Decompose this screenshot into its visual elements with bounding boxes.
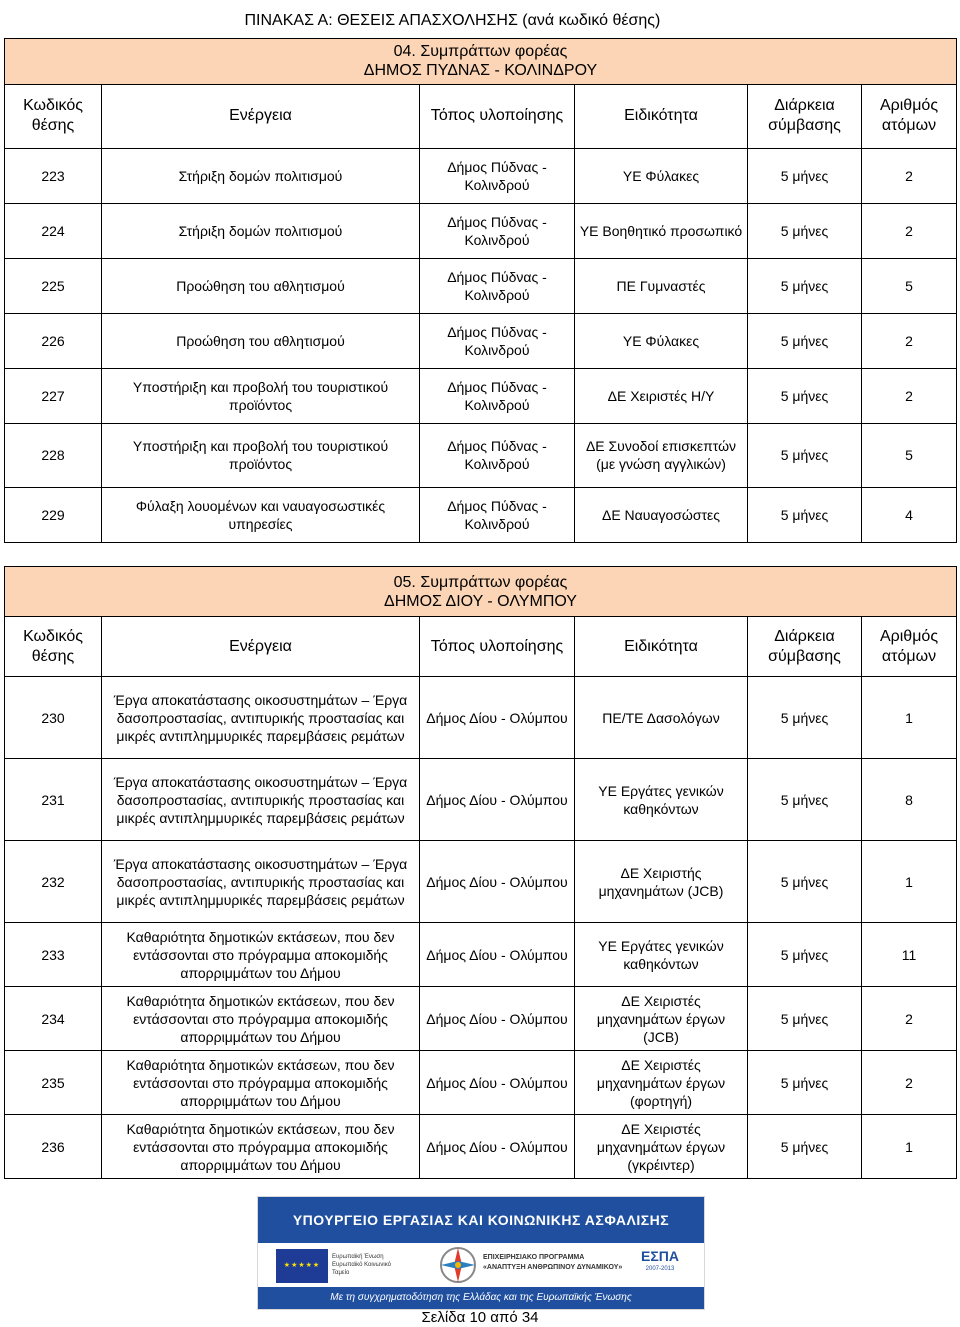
eu-flag-icon: ★★★★★ [276,1249,328,1283]
cell-activity: Προώθηση του αθλητισμού [102,258,420,313]
cell-location: Δήμος Δίου - Ολύμπου [420,1051,575,1115]
cofinance-banner: Με τη συγχρηματοδότηση της Ελλάδας και της Ευρωπαϊκής Ένωσης [258,1287,704,1309]
cell-location: Δήμος Πύδνας - Κολινδρού [420,313,575,368]
cell-specialty: ΔΕ Ναυαγοσώστες [575,487,748,542]
col-header-location: Τόπος υλοποίησης [420,84,575,148]
cell-location: Δήμος Δίου - Ολύμπου [420,923,575,987]
cell-specialty: ΔΕ Χειριστές μηχανημάτων έργων (JCB) [575,987,748,1051]
col-header-activity: Ενέργεια [102,84,420,148]
logo-row [258,1243,704,1287]
col-header-persons: Αριθμός ατόμων [862,84,957,148]
cell-activity: Στήριξη δομών πολιτισμού [102,148,420,203]
positions-table-section-04 [4,4,957,543]
col-header-specialty: Ειδικότητα [575,84,748,148]
ministry-banner: ΥΠΟΥΡΓΕΙΟ ΕΡΓΑΣΙΑΣ ΚΑΙ ΚΟΙΝΩΝΙΚΗΣ ΑΣΦΑΛΙΣΗΣ [258,1197,704,1243]
funding-logo-banner [257,1196,705,1310]
cell-code: 235 [5,1051,102,1115]
cell-code: 231 [5,759,102,841]
table-row [5,258,957,313]
table-row [5,203,957,258]
cell-persons: 8 [862,759,957,841]
col-header-activity: Ενέργεια [102,617,420,677]
cell-location: Δήμος Δίου - Ολύμπου [420,677,575,759]
table-row [5,923,957,987]
cell-duration: 5 μήνες [748,148,862,203]
cell-duration: 5 μήνες [748,841,862,923]
section-header-line2: ΔΗΜΟΣ ΠΥΔΝΑΣ - ΚΟΛΙΝΔΡΟΥ [363,62,598,79]
cell-persons: 2 [862,368,957,423]
cell-persons: 4 [862,487,957,542]
cell-persons: 5 [862,423,957,487]
cell-code: 225 [5,258,102,313]
cell-activity: Καθαριότητα δημοτικών εκτάσεων, που δεν εντάσσονται στο πρόγραμμα αποκομιδής απορριμμάτων του Δήμου [102,1115,420,1179]
cell-activity: Καθαριότητα δημοτικών εκτάσεων, που δεν εντάσσονται στο πρόγραμμα αποκομιδής απορριμμάτων του Δήμου [102,923,420,987]
section-header-line1: 04. Συμπράττων φορέας [393,43,568,60]
table-row [5,1051,957,1115]
cell-activity: Έργα αποκατάστασης οικοσυστημάτων – Έργα δασοπροστασίας, αντιπυρικής προστασίας και μικρές αντιπλημμυρικές παρεμβάσεις ρεμάτων [102,677,420,759]
table-row [5,148,957,203]
cell-specialty: ΔΕ Συνοδοί επισκεπτών (με γνώση αγγλικών) [575,423,748,487]
section-header [5,567,957,617]
col-header-specialty: Ειδικότητα [575,617,748,677]
cell-code: 236 [5,1115,102,1179]
cell-duration: 5 μήνες [748,368,862,423]
cell-code: 234 [5,987,102,1051]
col-header-location: Τόπος υλοποίησης [420,617,575,677]
table-row [5,423,957,487]
cell-activity: Υποστήριξη και προβολή του τουριστικού προϊόντος [102,368,420,423]
espa-years: 2007-2013 [645,1266,675,1272]
cell-activity: Στήριξη δομών πολιτισμού [102,203,420,258]
cell-location: Δήμος Δίου - Ολύμπου [420,987,575,1051]
cell-persons: 2 [862,148,957,203]
cell-persons: 2 [862,313,957,368]
cell-specialty: ΔΕ Χειριστές μηχανημάτων έργων (φορτηγή) [575,1051,748,1115]
cell-code: 226 [5,313,102,368]
section-header [5,38,957,84]
cell-specialty: ΥΕ Φύλακες [575,148,748,203]
cell-code: 233 [5,923,102,987]
cell-duration: 5 μήνες [748,203,862,258]
cell-activity: Προώθηση του αθλητισμού [102,313,420,368]
cell-location: Δήμος Δίου - Ολύμπου [420,841,575,923]
col-header-code: Κωδικός θέσης [5,84,102,148]
page-title: ΠΙΝΑΚΑΣ Α: ΘΕΣΕΙΣ ΑΠΑΣΧΟΛΗΣΗΣ (ανά κωδικό θέσης) [244,11,661,29]
cell-specialty: ΥΕ Φύλακες [575,313,748,368]
cell-specialty: ΥΕ Εργάτες γενικών καθηκόντων [575,923,748,987]
cell-location: Δήμος Δίου - Ολύμπου [420,759,575,841]
col-header-duration: Διάρκεια σύμβασης [748,617,862,677]
cell-specialty: ΔΕ Χειριστές μηχανημάτων έργων (γκρέιντερ) [575,1115,748,1179]
col-header-code: Κωδικός θέσης [5,617,102,677]
cell-code: 230 [5,677,102,759]
cell-code: 224 [5,203,102,258]
cell-location: Δήμος Πύδνας - Κολινδρού [420,148,575,203]
cell-persons: 11 [862,923,957,987]
table-row [5,677,957,759]
cell-activity: Φύλαξη λουομένων και ναυαγοσωστικές υπηρεσίες [102,487,420,542]
programme-label: ΕΠΙΧΕΙΡΗΣΙΑΚΟ ΠΡΟΓΡΑΜΜΑ «ΑΝΑΠΤΥΞΗ ΑΝΘΡΩΠΙΝΟΥ ΔΥΝΑΜΙΚΟΥ» [483,1254,623,1271]
cell-location: Δήμος Δίου - Ολύμπου [420,1115,575,1179]
cell-persons: 2 [862,1051,957,1115]
cell-location: Δήμος Πύδνας - Κολινδρού [420,423,575,487]
cell-code: 228 [5,423,102,487]
cell-persons: 1 [862,1115,957,1179]
cell-persons: 1 [862,677,957,759]
cell-specialty: ΔΕ Χειριστές Η/Υ [575,368,748,423]
table-row [5,313,957,368]
cell-specialty: ΔΕ Χειριστής μηχανημάτων (JCB) [575,841,748,923]
cell-duration: 5 μήνες [748,313,862,368]
col-header-persons: Αριθμός ατόμων [862,617,957,677]
cell-duration: 5 μήνες [748,923,862,987]
cell-code: 223 [5,148,102,203]
cell-activity: Καθαριότητα δημοτικών εκτάσεων, που δεν εντάσσονται στο πρόγραμμα αποκομιδής απορριμμάτων του Δήμου [102,987,420,1051]
cell-duration: 5 μήνες [748,258,862,313]
cell-duration: 5 μήνες [748,759,862,841]
cell-specialty: ΥΕ Βοηθητικό προσωπικό [575,203,748,258]
cell-specialty: ΥΕ Εργάτες γενικών καθηκόντων [575,759,748,841]
cell-persons: 2 [862,987,957,1051]
eu-fund-label: Ευρωπαϊκή Ένωση Ευρωπαϊκό Κοινωνικό Ταμείο [332,1254,391,1276]
cell-code: 229 [5,487,102,542]
cell-activity: Καθαριότητα δημοτικών εκτάσεων, που δεν εντάσσονται στο πρόγραμμα αποκομιδής απορριμμάτων του Δήμου [102,1051,420,1115]
table-row [5,841,957,923]
cell-duration: 5 μήνες [748,1051,862,1115]
table-row [5,487,957,542]
espa-logo [630,1247,690,1283]
positions-table-section-05 [4,566,957,1179]
cell-activity: Έργα αποκατάστασης οικοσυστημάτων – Έργα δασοπροστασίας, αντιπυρικής προστασίας και μικρές αντιπλημμυρικές παρεμβάσεις ρεμάτων [102,841,420,923]
cell-location: Δήμος Πύδνας - Κολινδρού [420,258,575,313]
page-number: Σελίδα 10 από 34 [421,1309,539,1326]
cell-persons: 5 [862,258,957,313]
cell-duration: 5 μήνες [748,677,862,759]
table-row [5,987,957,1051]
table-row [5,1115,957,1179]
espa-title: ΕΣΠΑ [641,1248,679,1264]
cell-duration: 5 μήνες [748,987,862,1051]
cell-specialty: ΠΕ/ΤΕ Δασολόγων [575,677,748,759]
compass-logo-icon [438,1245,478,1285]
cell-code: 227 [5,368,102,423]
cell-location: Δήμος Πύδνας - Κολινδρού [420,203,575,258]
cell-duration: 5 μήνες [748,423,862,487]
cell-activity: Υποστήριξη και προβολή του τουριστικού προϊόντος [102,423,420,487]
cell-duration: 5 μήνες [748,487,862,542]
cell-persons: 2 [862,203,957,258]
table-row [5,759,957,841]
col-header-duration: Διάρκεια σύμβασης [748,84,862,148]
cell-persons: 1 [862,841,957,923]
section-header-line2: ΔΗΜΟΣ ΔΙΟΥ - ΟΛΥΜΠΟΥ [384,592,577,610]
table-row [5,368,957,423]
section-header-line1: 05. Συμπράττων φορέας [393,573,568,591]
cell-location: Δήμος Πύδνας - Κολινδρού [420,368,575,423]
cell-specialty: ΠΕ Γυμναστές [575,258,748,313]
cell-location: Δήμος Πύδνας - Κολινδρού [420,487,575,542]
cell-duration: 5 μήνες [748,1115,862,1179]
cell-code: 232 [5,841,102,923]
cell-activity: Έργα αποκατάστασης οικοσυστημάτων – Έργα δασοπροστασίας, αντιπυρικής προστασίας και μικρές αντιπλημμυρικές παρεμβάσεις ρεμάτων [102,759,420,841]
